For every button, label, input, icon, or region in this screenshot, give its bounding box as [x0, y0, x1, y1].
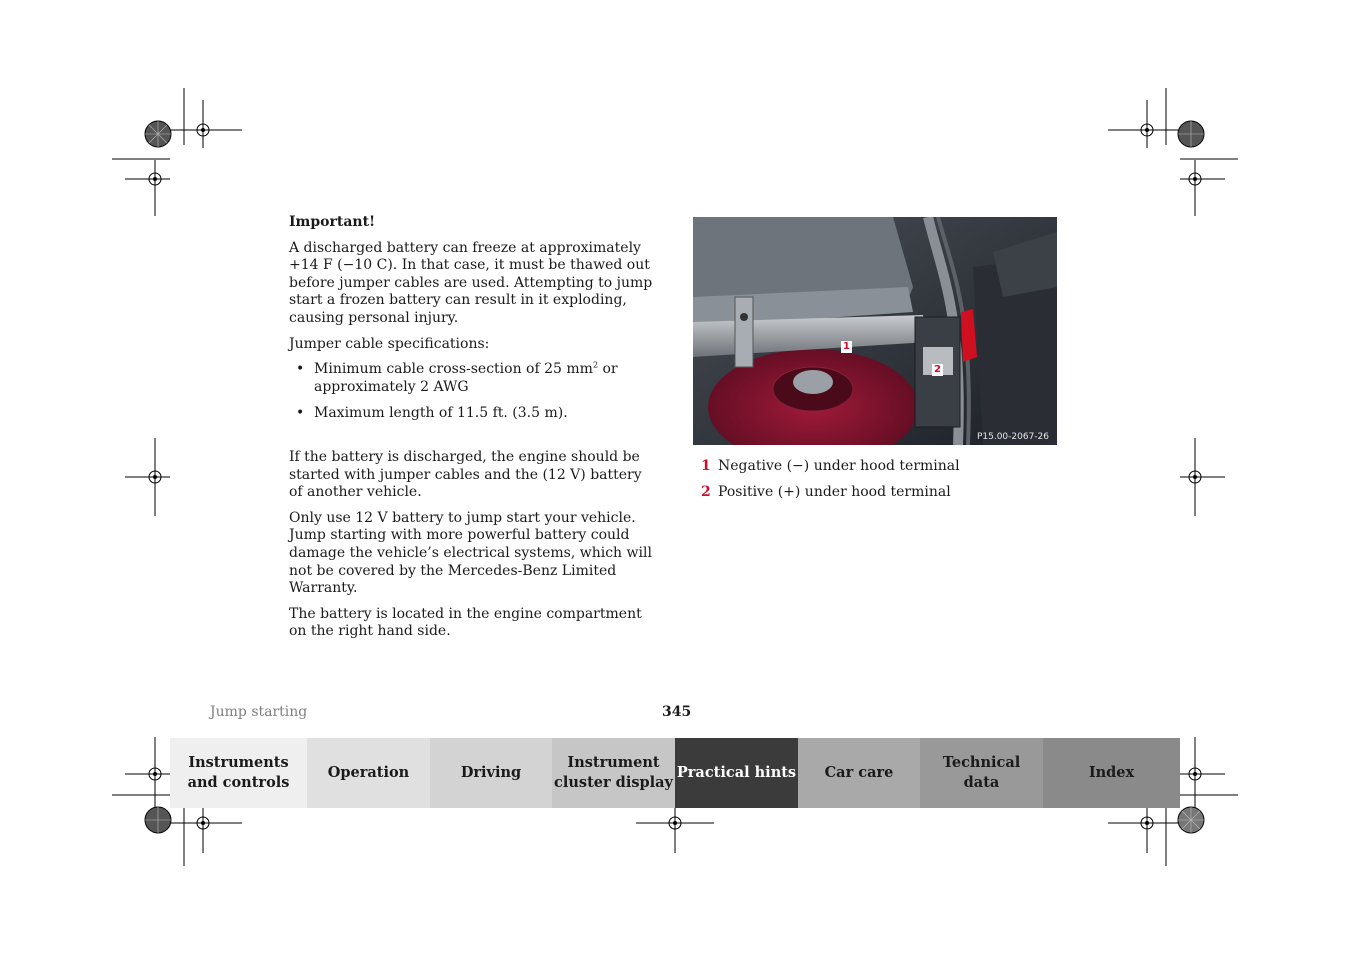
- discharged-battery-paragraph: If the battery is discharged, the engine should be started with jumper cables and the (12 V) battery of another vehicle.: [289, 448, 642, 501]
- tab-driving[interactable]: [430, 738, 552, 808]
- spec-cross-section-text: Minimum cable cross-section of 25 mm: [314, 361, 593, 378]
- engine-compartment-drawing: [693, 217, 1057, 445]
- tab-index[interactable]: [1043, 738, 1180, 808]
- callout-1: 1: [843, 341, 850, 352]
- legend-item-positive: [701, 484, 960, 502]
- spec-cross-section-suffix: or approximately 2 AWG: [314, 361, 618, 395]
- legend-number: 2: [701, 484, 711, 501]
- battery-location-paragraph: The battery is located in the engine compartment on the right hand side.: [289, 605, 642, 640]
- figure-reference-code: P15.00-2067-26: [976, 432, 1049, 442]
- legend-number: 1: [701, 458, 711, 474]
- tab-label: Operation: [327, 764, 410, 781]
- tab-label: Technical data: [942, 754, 1021, 791]
- tab-instruments-and-controls[interactable]: [170, 738, 307, 808]
- legend-text: Positive (+) under hood terminal: [718, 484, 951, 501]
- spec-max-length-text: Maximum length of 11.5 ft. (3.5 m).: [314, 405, 568, 422]
- chapter-nav: [170, 738, 1180, 808]
- bullet-icon: •: [296, 405, 305, 422]
- tab-car-care[interactable]: [798, 738, 920, 808]
- important-heading: Important!: [289, 214, 376, 230]
- superscript-2: 2: [592, 360, 599, 370]
- tab-practical-hints[interactable]: [675, 738, 798, 808]
- tab-technical-data[interactable]: [920, 738, 1043, 808]
- freeze-warning-paragraph: A discharged battery can freeze at approximately +14 F (−10 C). In that case, it must be thawed out before jumper cables are used. Attempting to jump start a frozen battery can result in it exploding, causing personal injury.: [289, 239, 653, 326]
- tab-label: Instrument cluster display: [554, 754, 673, 791]
- tab-label: Practical hints: [676, 764, 797, 781]
- figure-legend: [701, 458, 960, 510]
- tab-label: Index: [1088, 764, 1135, 781]
- engine-compartment-illustration: [693, 217, 1057, 445]
- bullet-icon: •: [296, 361, 305, 378]
- tab-label: Instruments and controls: [187, 754, 290, 791]
- voltage-warning-paragraph: Only use 12 V battery to jump start your vehicle. Jump starting with more powerful battery could damage the vehicle’s electrical systems, which will not be covered by the Mercedes-Benz Limited Warranty.: [289, 509, 652, 597]
- legend-text: Negative (−) under hood terminal: [718, 458, 960, 474]
- legend-item-negative: [701, 458, 960, 476]
- main-text-column: [289, 212, 659, 649]
- tab-operation[interactable]: [307, 738, 430, 808]
- callout-2: 2: [934, 364, 941, 375]
- cable-specs-intro: Jumper cable specifications:: [289, 335, 490, 352]
- list-item: [289, 361, 659, 396]
- list-item: [289, 405, 659, 423]
- section-title: Jump starting: [210, 704, 308, 720]
- cable-specs-list: [289, 361, 659, 423]
- tab-label: Driving: [460, 764, 522, 781]
- page-number: 345: [662, 704, 692, 720]
- tab-instrument-cluster-display[interactable]: [552, 738, 675, 808]
- tab-label: Car care: [824, 764, 894, 781]
